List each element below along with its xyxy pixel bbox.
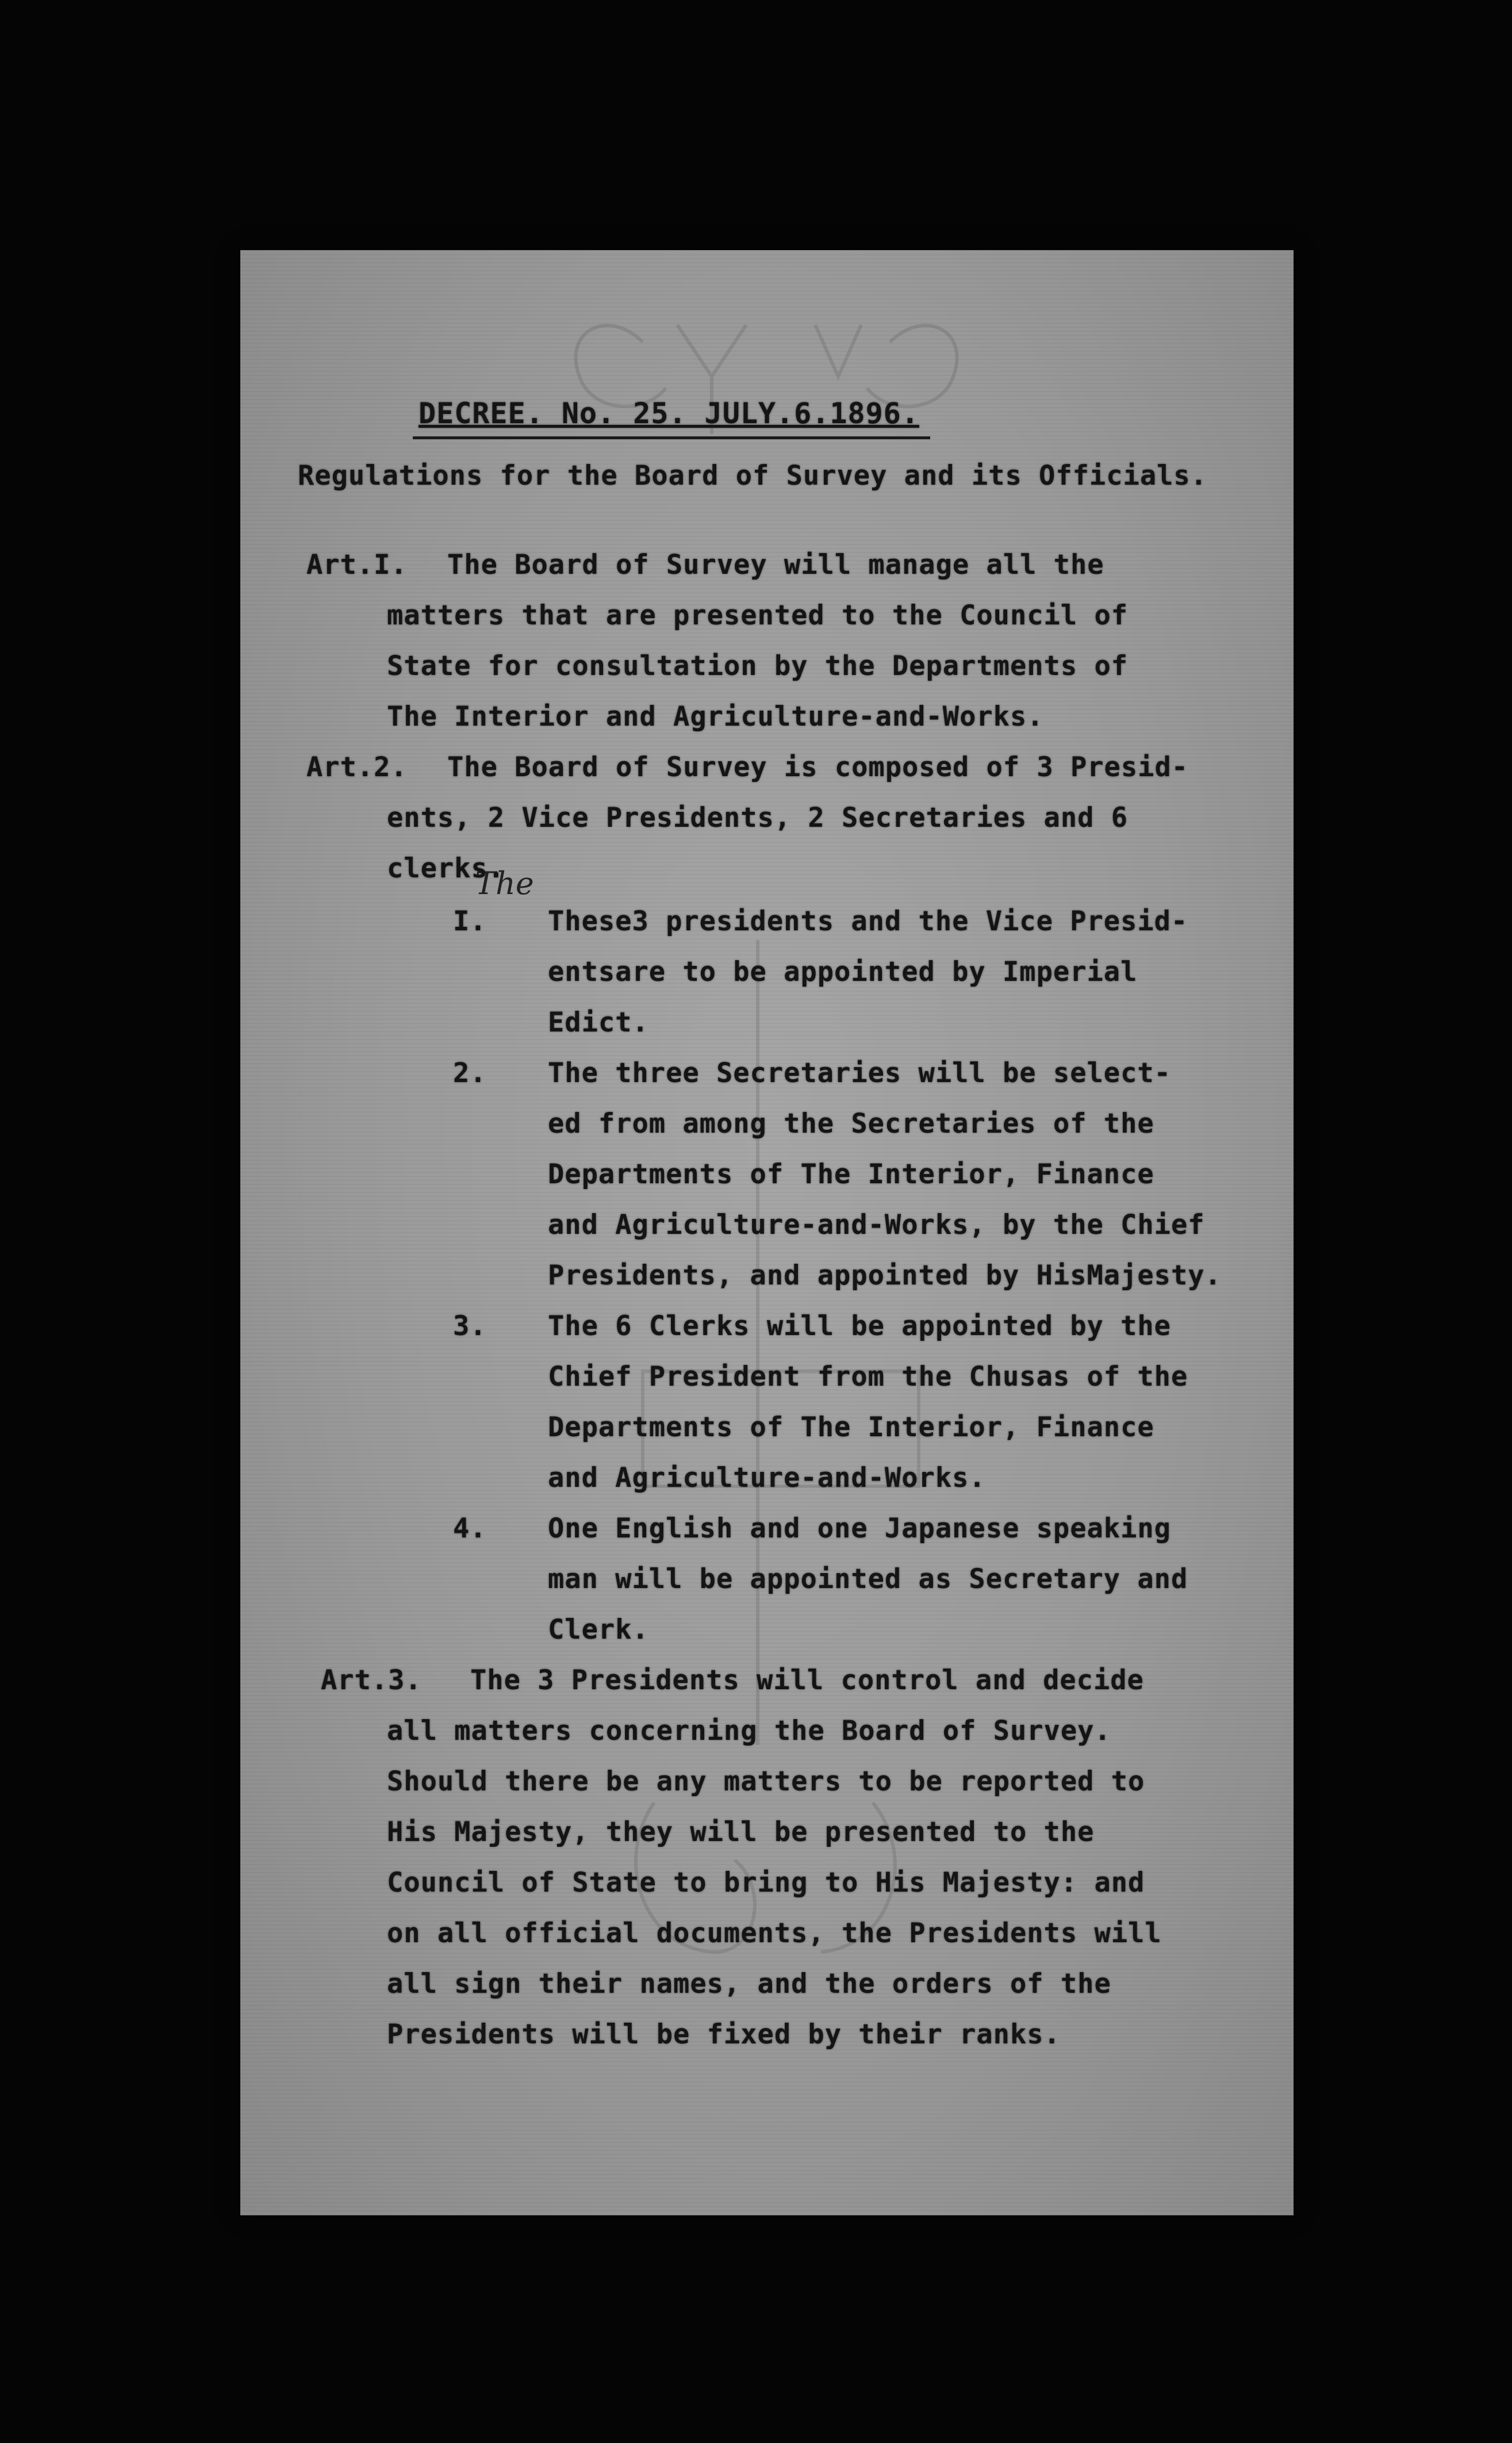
text-line: State for consultation by the Departments of bbox=[387, 650, 1129, 682]
text-line: The Board of Survey will manage all the bbox=[447, 549, 1104, 581]
article-label: Art.I. bbox=[306, 549, 408, 581]
text-line: on all official documents, the Presidents will bbox=[387, 1917, 1162, 1949]
text-line: One English and one Japanese speaking bbox=[548, 1513, 1171, 1544]
text-line: Chief President from the Chusas of the bbox=[548, 1361, 1188, 1393]
text-line: man will be appointed as Secretary and bbox=[548, 1563, 1188, 1595]
text-line: Departments of The Interior, Finance bbox=[548, 1412, 1154, 1443]
text-line: Presidents will be fixed by their ranks. bbox=[387, 2019, 1061, 2050]
text-line: all sign their names, and the orders of the bbox=[387, 1968, 1111, 2000]
text-line: The three Secretaries will be select- bbox=[548, 1057, 1171, 1089]
text-line: entsare to be appointed by Imperial bbox=[548, 956, 1138, 988]
text-line: matters that are presented to the Council of bbox=[387, 600, 1129, 631]
article-label: Art.3. bbox=[321, 1665, 422, 1696]
text-line: ed from among the Secretaries of the bbox=[548, 1108, 1154, 1140]
subtitle: Regulations for the Board of Survey and its Officials. bbox=[298, 460, 1208, 492]
text-line: Departments of The Interior, Finance bbox=[548, 1159, 1154, 1190]
text-line: These3 presidents and the Vice Presid- bbox=[548, 906, 1188, 937]
text-line: The 3 Presidents will control and decide bbox=[470, 1665, 1144, 1696]
text-line: The 6 Clerks will be appointed by the bbox=[548, 1310, 1171, 1342]
text-line: ents, 2 Vice Presidents, 2 Secretaries and 6 bbox=[387, 802, 1129, 834]
text-line: clerks. bbox=[387, 853, 505, 884]
text-line: The Board of Survey is composed of 3 Presid- bbox=[447, 751, 1189, 783]
document-page bbox=[240, 250, 1294, 2215]
text-line: The Interior and Agriculture-and-Works. bbox=[387, 701, 1044, 732]
text-line: and Agriculture-and-Works. bbox=[548, 1462, 986, 1494]
text-line: all matters concerning the Board of Survey. bbox=[387, 1715, 1111, 1747]
page-title: DECREE. No. 25. JULY.6.1896. bbox=[419, 397, 919, 430]
article-label: I. bbox=[453, 906, 487, 937]
article-label: 3. bbox=[453, 1310, 487, 1342]
text-line: His Majesty, they will be presented to the bbox=[387, 1816, 1095, 1848]
text-line: Presidents, and appointed by HisMajesty. bbox=[548, 1260, 1222, 1291]
text-line: and Agriculture-and-Works, by the Chief bbox=[548, 1209, 1205, 1241]
text-line: Council of State to bring to His Majesty: and bbox=[387, 1867, 1145, 1899]
article-label: Art.2. bbox=[306, 751, 408, 783]
text-line: Should there be any matters to be reported to bbox=[387, 1766, 1145, 1797]
text-line: Edict. bbox=[548, 1007, 649, 1038]
article-label: 2. bbox=[453, 1057, 487, 1089]
article-label: 4. bbox=[453, 1513, 487, 1544]
text-line: Clerk. bbox=[548, 1614, 649, 1646]
title-underline bbox=[413, 436, 930, 439]
handwritten-annotation: The bbox=[475, 865, 534, 902]
